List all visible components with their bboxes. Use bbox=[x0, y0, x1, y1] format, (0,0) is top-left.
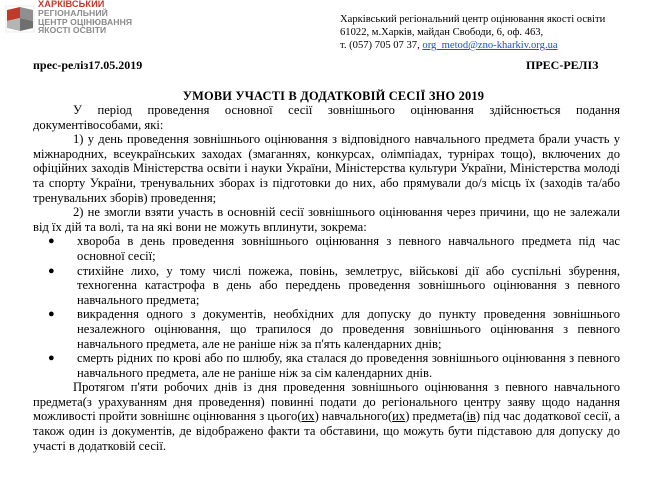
list-item-text: хвороба в день проведення зовнішнього оцінювання з певного навчального предмета під час основної сесії; bbox=[77, 234, 620, 263]
email-link[interactable]: org_metod@zno-kharkiv.org.ua bbox=[422, 40, 558, 51]
final-text-4: ) під час додаткової сесії, а також один із документів, де відображено факти та обставини, що можуть бути підставою для допуску до участі в додатковій сесії. bbox=[33, 409, 620, 453]
center-logo bbox=[4, 0, 146, 40]
final-underline-3: ів bbox=[466, 409, 476, 424]
bullet-icon: ● bbox=[48, 264, 55, 277]
reasons-list bbox=[33, 234, 620, 380]
contact-block bbox=[340, 13, 660, 52]
condition-2: 2) не змогли взяти участь в основній сесії зовнішнього оцінювання через причини, що не залежали від їх дій та волі, та на які вони не можуть вплинути, зокрема: bbox=[33, 205, 620, 234]
final-text-2: ) навчального( bbox=[314, 409, 393, 424]
list-item-text: стихійне лихо, у тому числі пожежа, повінь, землетрус, військові дії або суспільні збурення, техногенна катастрофа в день або переддень проведення зовнішнього оцінювання з певного навчального предмета; bbox=[77, 263, 620, 307]
bullet-icon: ● bbox=[48, 308, 55, 321]
final-paragraph bbox=[33, 380, 620, 453]
logo-emblem-icon bbox=[4, 4, 36, 34]
bullet-icon: ● bbox=[48, 352, 55, 365]
list-item-text: смерть рідних по крові або по шлюбу, яка сталася до проведення зовнішнього оцінювання з певного навчального предмета, але не раніше ніж за сім календарних днів. bbox=[77, 351, 620, 380]
final-text-1: Протягом п'яти робочих днів із дня проведення зовнішнього оцінювання з певного навчального предмета(з урахуванням дня проведення) повинні подати до регіонального центру заяву щодо надання можливості пройти зовнішнє оцінювання з цього( bbox=[33, 380, 620, 424]
list-item bbox=[33, 264, 620, 308]
final-text-3: ) предмета( bbox=[405, 409, 467, 424]
list-item-text: викрадення одного з документів, необхідних для допуску до пункту проведення зовнішнього незалежного оцінювання, що трапилося до проведення зовнішнього оцінювання з певного навчального предмета, але не раніше ніж за п'ять календарних днів; bbox=[77, 307, 620, 351]
condition-1: 1) у день проведення зовнішнього оцінювання з відповідного навчального предмета брали участь у міжнародних, всеукраїнських заходах (змаганнях, конкурсах, олімпіадах, турнірах тощо), включених до офіційних заходів Міністерства освіти і науки України, Міністерства культури України, Міністерства молоді та спорту України, тренувальних зборах із підготовки до них, або прямували до/з місць їх (заходів та/або тренувальних зборів) проведення; bbox=[33, 132, 620, 205]
list-item bbox=[33, 234, 620, 263]
release-date: прес-реліз17.05.2019 bbox=[33, 58, 143, 72]
logo-line-3: ЦЕНТР ОЦІНЮВАННЯ bbox=[38, 16, 133, 27]
logo-line-2: РЕГІОНАЛЬНИЙ bbox=[38, 7, 108, 18]
contact-line bbox=[340, 39, 660, 52]
final-underline-1: их bbox=[301, 409, 315, 424]
final-underline-2: их bbox=[392, 409, 406, 424]
org-address: 61022, м.Харків, майдан Свободи, 6, оф. 463, bbox=[340, 27, 544, 38]
bullet-icon: ● bbox=[48, 235, 55, 248]
logo-line-4: ЯКОСТІ ОСВІТИ bbox=[38, 25, 107, 36]
list-item bbox=[33, 307, 620, 351]
logo-line-1: ХАРКІВСЬКИЙ bbox=[38, 0, 105, 9]
logo-wordmark bbox=[38, 0, 132, 35]
phone-number: т. (057) 705 07 37, bbox=[340, 40, 423, 51]
document-title: УМОВИ УЧАСТІ В ДОДАТКОВІЙ СЕСІЇ ЗНО 2019 bbox=[182, 89, 485, 103]
org-name: Харківський регіональний центр оцінювання якості освіти bbox=[340, 14, 606, 25]
document-body bbox=[33, 103, 620, 453]
release-label: ПРЕС-РЕЛІЗ bbox=[526, 58, 599, 72]
intro-paragraph: У період проведення основної сесії зовнішнього оцінювання здійснюється подання документівособами, які: bbox=[33, 103, 620, 132]
list-item bbox=[33, 351, 620, 380]
